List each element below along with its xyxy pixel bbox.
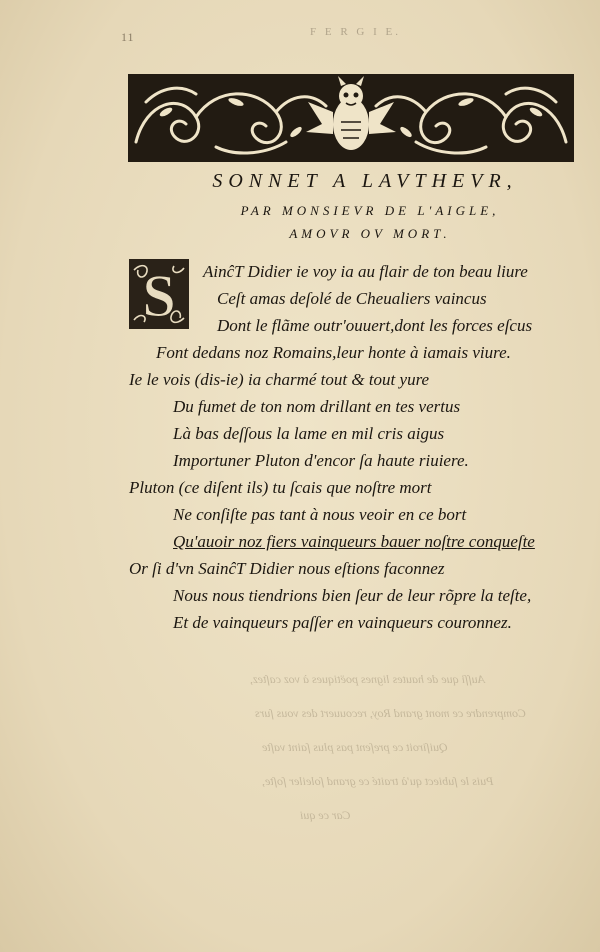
- bleed-through-text: Auſſi que de hautes lignes poëtiques à voz caſtez,: [250, 672, 485, 686]
- poem-line: Et de vainqueurs paſſer en vainqueurs couronnez.: [173, 613, 512, 632]
- bleed-through-text: Quiſiroit ce preſent pas plus ſaint vaſte: [262, 740, 448, 754]
- poem-line: Du fumet de ton nom drillant en tes vertus: [173, 397, 461, 416]
- poem-line: Font dedans noz Romains,leur honte à iamais viure.: [156, 343, 511, 362]
- poem-line: Ie le vois (dis-ie) ia charmé tout & tout yure: [129, 370, 430, 389]
- sonnet-motto: AMOVR OV MORT.: [289, 226, 451, 241]
- poem-line: Importuner Pluton d'encor ſa haute riuiere.: [173, 451, 469, 470]
- drop-cap-letter: S: [142, 263, 176, 329]
- poem-line: AinĉΤ Didier ie voy ia au flair de ton beau liure: [203, 262, 528, 281]
- poem-line: Or ſi d'vn SainĉΤ Didier nous eſtions faconnez: [129, 559, 445, 578]
- folio-number: 11: [121, 30, 135, 44]
- poem-line: Nous nous tiendrions bien ſeur de leur rõpre la teſte,: [173, 586, 532, 605]
- poem-line: Pluton (ce diſent ils) tu ſcais que noſtre mort: [129, 478, 432, 497]
- bleed-through-text: Car ce qui: [300, 808, 351, 822]
- poem-line: Dont le flãme outr'ouuert,dont les forces eſcus: [217, 316, 533, 335]
- bleed-through-text: Puis le ſubiect qu'à traité ce grand ſoleiler ſoſte,: [262, 774, 494, 788]
- poem-line: Là bas deſſous la lame en mil cris aigus: [173, 424, 445, 443]
- drop-cap-initial: [128, 258, 190, 330]
- poem-line: Ne conſiſte pas tant à nous veoir en ce bort: [173, 505, 467, 524]
- sonnet-title: SONNET A LAVTHEVR,: [212, 170, 518, 192]
- poem-line: Ceſt amas deſolé de Cheualiers vaincus: [217, 289, 487, 308]
- running-head-ghost: F E R G I E.: [310, 26, 401, 38]
- poem-line: Qu'auoir noz fiers vainqueurs bauer noſtre conqueſte: [173, 532, 535, 551]
- sonnet-author-line: PAR MONSIEVR DE L'AIGLE,: [240, 203, 500, 218]
- bleed-through-text: Comprendre ce mont grand Roy, recouuert des vous ſurs: [255, 706, 526, 720]
- ornamental-headpiece: [126, 72, 576, 164]
